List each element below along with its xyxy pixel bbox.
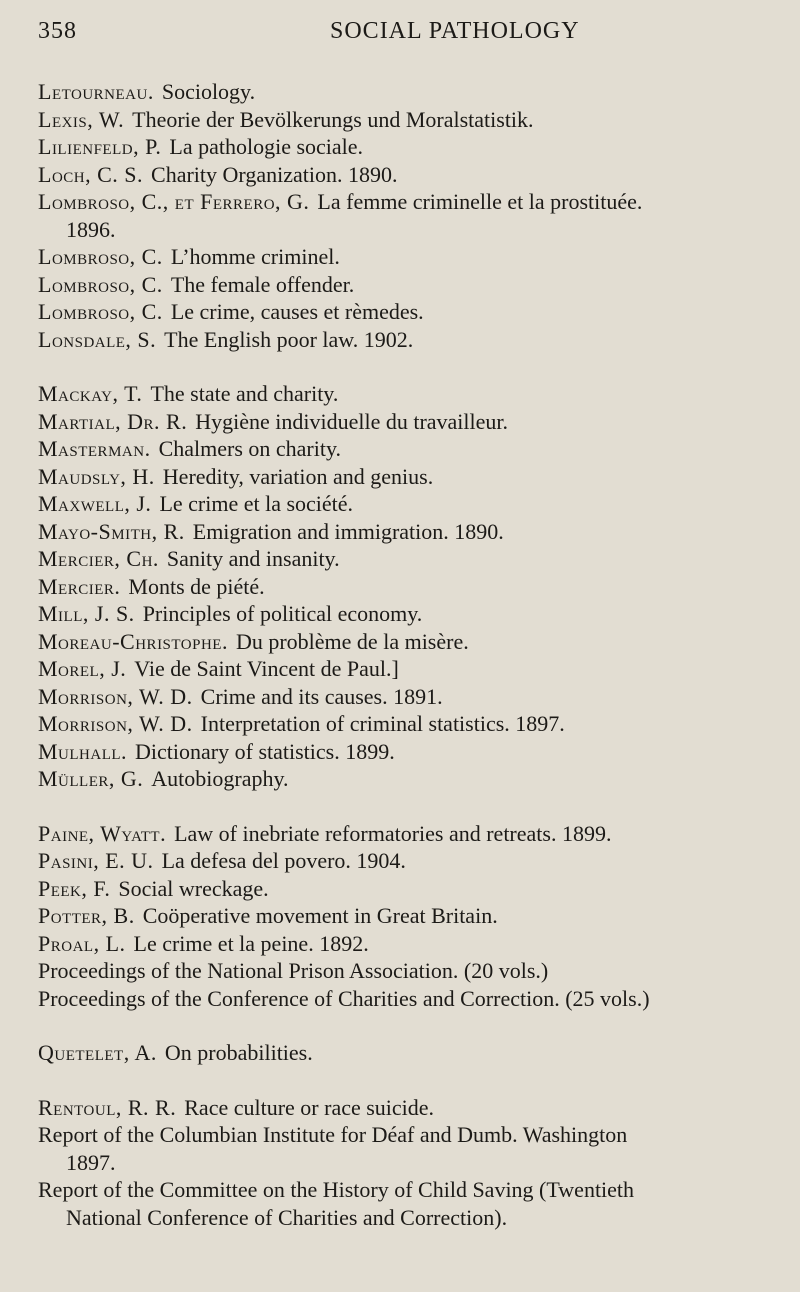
entry-author: Mill, J. S. (38, 601, 135, 626)
entry-title: Proceedings of the National Prison Association. (20 vols.) (38, 958, 549, 983)
entry-title: L’homme criminel. (170, 244, 340, 269)
bibliography-entry (38, 271, 800, 299)
section-gap (0, 793, 800, 820)
entry-title: La femme criminelle et la prostituée. 1896. (66, 189, 643, 242)
entry-author: Mayo-Smith, R. (38, 518, 185, 544)
entry-title: Autobiography. (151, 766, 289, 791)
entry-author: Müller, G. (38, 766, 144, 791)
entry-title: Crime and its causes. 1891. (200, 683, 443, 709)
entry-title: Chalmers on charity. (158, 436, 342, 461)
entry-author: Loch, C. S. (38, 161, 144, 187)
entry-author: Maxwell, J. (38, 491, 152, 516)
entry-title: Le crime et la société. (159, 491, 354, 516)
entry-title: Principles of political economy. (142, 601, 423, 626)
bibliography-entry (38, 133, 800, 161)
entry-author: Rentoul, R. R. (38, 1094, 177, 1120)
entry-title: Hygiène individuelle du travailleur. (195, 408, 509, 434)
bibliography-entry (38, 78, 800, 106)
bibliography-entry (38, 738, 800, 766)
entry-author: Masterman. (38, 436, 151, 461)
bibliography-entry (38, 1176, 800, 1231)
entry-title: Heredity, variation and genius. (162, 463, 434, 489)
entry-author: Proal, L. (38, 930, 126, 956)
entry-title: Sociology. (161, 79, 256, 104)
entry-author: Mercier, Ch. (38, 546, 159, 571)
bibliography-entry (38, 902, 800, 930)
entry-author: Pasini, E. U. (38, 848, 154, 873)
entry-author: Lombroso, C. (38, 271, 163, 297)
entry-author: Morel, J. (38, 656, 127, 681)
entry-author: Quetelet, A. (38, 1040, 157, 1065)
entry-title: Coöperative movement in Great Britain. (142, 903, 498, 928)
entry-title: Social wreckage. (118, 875, 269, 901)
entry-title: Du problème de la misère. (235, 628, 469, 654)
entry-author: Lonsdale, S. (38, 326, 157, 352)
entry-author: Morrison, W. D. (38, 711, 193, 736)
entry-title: Report of the Columbian Institute for Déaf and Dumb. Washington 1897. (38, 1122, 628, 1175)
bibliography-entry (38, 188, 800, 243)
page-header (0, 18, 800, 58)
bibliography-entry (38, 930, 800, 958)
entry-author: Lilienfeld, P. (38, 134, 162, 159)
section-gap (0, 1012, 800, 1039)
entry-author: Morrison, W. D. (38, 683, 193, 709)
entry-title: La pathologie sociale. (169, 134, 364, 159)
bibliography-entry (38, 1039, 800, 1067)
entry-author: Paine, Wyatt. (38, 820, 167, 846)
bibliography-entry (38, 326, 800, 354)
entry-author: Lombroso, C. (38, 244, 163, 269)
bibliography-entry (38, 957, 800, 985)
entry-title: Sanity and insanity. (166, 546, 340, 571)
bibliography-entry (38, 161, 800, 189)
page-number: 358 (38, 18, 77, 44)
bibliography-entry (38, 875, 800, 903)
entry-title: Interpretation of criminal statistics. 1897. (200, 711, 565, 736)
section-gap (0, 1067, 800, 1094)
bibliography-entry (38, 490, 800, 518)
entry-author: Mackay, T. (38, 381, 143, 406)
bibliography-entry (38, 106, 800, 134)
bibliography-entry (38, 710, 800, 738)
bibliography-entry (38, 628, 800, 656)
entry-title: Report of the Committee on the History of Child Saving (Twentieth National Conference of Charities and Correction). (38, 1177, 635, 1230)
entry-author: Letourneau. (38, 79, 154, 104)
entry-author: Lexis, W. (38, 106, 125, 132)
entry-title: Monts de piété. (128, 573, 265, 599)
bibliography-entry (38, 298, 800, 326)
entry-title: Theorie der Bevölkerungs und Moralstatistik. (132, 106, 534, 132)
bibliography-entry (38, 985, 800, 1013)
entry-title: Le crime, causes et rèmedes. (170, 299, 424, 324)
bibliography-entry (38, 435, 800, 463)
entry-title: La defesa del povero. 1904. (161, 848, 406, 873)
bibliography-entry (38, 408, 800, 436)
bibliography-entry (38, 545, 800, 573)
entry-title: Vie de Saint Vincent de Paul.] (134, 656, 399, 681)
bibliography-entry (38, 243, 800, 271)
entry-title: On probabilities. (164, 1040, 313, 1065)
entry-title: The state and charity. (150, 381, 339, 406)
bibliography-entry (38, 1094, 800, 1122)
entry-author: Mulhall. (38, 738, 128, 764)
entry-title: The female offender. (170, 271, 355, 297)
entry-author: Lombroso, C. (38, 299, 163, 324)
bibliography-entry (38, 380, 800, 408)
bibliography-entry (38, 1121, 800, 1176)
entry-title: Charity Organization. 1890. (151, 161, 398, 187)
entry-title: The English poor law. 1902. (164, 326, 414, 352)
entry-author: Mercier. (38, 573, 121, 599)
entry-title: Proceedings of the Conference of Charities and Correction. (25 vols.) (38, 985, 650, 1011)
section-gap (0, 353, 800, 380)
entry-author: Lombroso, C., et Ferrero, G. (38, 189, 310, 214)
bibliography-entry (38, 518, 800, 546)
entry-author: Potter, B. (38, 903, 135, 928)
bibliography-entry (38, 600, 800, 628)
bibliography-entry (38, 655, 800, 683)
entry-title: Emigration and immigration. 1890. (192, 518, 504, 544)
bibliography-entry (38, 847, 800, 875)
entry-title: Le crime et la peine. 1892. (133, 930, 369, 956)
bibliography-entry (38, 463, 800, 491)
running-title: SOCIAL PATHOLOGY (330, 18, 580, 44)
entry-title: Race culture or race suicide. (184, 1094, 435, 1120)
entry-author: Maudsly, H. (38, 463, 155, 489)
bibliography-entry (38, 765, 800, 793)
bibliography-entry (38, 820, 800, 848)
entry-title: Law of inebriate reformatories and retreats. 1899. (174, 820, 612, 846)
entry-author: Martial, Dr. R. (38, 408, 188, 434)
entry-title: Dictionary of statistics. 1899. (135, 738, 395, 764)
entry-author: Moreau-Christophe. (38, 628, 228, 654)
entry-author: Peek, F. (38, 875, 111, 901)
bibliography-list (0, 78, 800, 1231)
bibliography-entry (38, 573, 800, 601)
bibliography-entry (38, 683, 800, 711)
